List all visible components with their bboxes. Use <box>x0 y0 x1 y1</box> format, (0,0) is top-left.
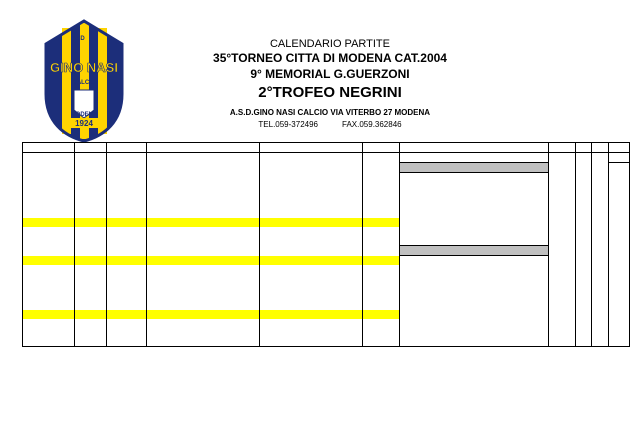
match-team2 <box>259 246 362 256</box>
match-result <box>362 265 399 274</box>
match-time <box>75 328 106 337</box>
match-time <box>75 200 106 209</box>
empty-cell <box>106 163 147 173</box>
standing-stat <box>591 200 608 209</box>
standing-stat <box>576 274 592 283</box>
match-result <box>362 246 399 256</box>
table-row <box>23 283 630 292</box>
empty-cell <box>362 256 399 266</box>
match-time <box>75 337 106 347</box>
standing-stat <box>591 292 608 301</box>
standing-stat <box>608 191 630 200</box>
standing-stat <box>549 218 576 227</box>
match-date <box>23 265 75 274</box>
empty-cell <box>75 153 106 163</box>
table-row <box>23 182 630 191</box>
standing-stat <box>608 200 630 209</box>
empty-cell <box>147 292 260 301</box>
club-logo <box>42 18 126 144</box>
match-group <box>106 328 147 337</box>
match-time <box>75 209 106 218</box>
standing-stat <box>591 209 608 218</box>
match-team2 <box>259 274 362 283</box>
empty-cell <box>259 310 362 319</box>
standing-stat <box>576 227 592 236</box>
match-team1 <box>147 182 260 191</box>
match-group <box>106 265 147 274</box>
table-row <box>23 218 630 227</box>
match-time <box>75 236 106 246</box>
standing-team <box>399 265 548 274</box>
standing-stat <box>549 227 576 236</box>
standing-stat <box>549 173 576 183</box>
standing-team <box>399 236 548 246</box>
match-team1 <box>147 191 260 200</box>
match-team1 <box>147 337 260 347</box>
col-header-gf <box>576 143 592 153</box>
table-row <box>23 301 630 310</box>
empty-cell <box>23 218 75 227</box>
standing-stat <box>608 328 630 337</box>
standing-team <box>399 227 548 236</box>
empty-cell <box>75 292 106 301</box>
col-header-gironi <box>106 143 147 153</box>
logo-calcio: CALCIO <box>72 80 96 86</box>
table-row <box>23 143 630 153</box>
standing-stat <box>591 328 608 337</box>
standing-stat <box>591 218 608 227</box>
match-date <box>23 236 75 246</box>
match-date <box>23 301 75 310</box>
match-date <box>23 283 75 292</box>
standing-team <box>399 337 548 347</box>
empty-cell <box>259 218 362 227</box>
empty-cell <box>147 153 260 163</box>
standing-stat <box>576 182 592 191</box>
standing-stat <box>549 265 576 274</box>
match-team2 <box>259 227 362 236</box>
standing-stat <box>608 256 630 266</box>
standing-stat <box>549 274 576 283</box>
match-team2 <box>259 337 362 347</box>
standing-stat <box>591 173 608 183</box>
col-header-gironi2 <box>399 143 548 153</box>
standing-stat <box>608 246 630 256</box>
empty-cell <box>591 153 608 163</box>
match-team2 <box>259 173 362 183</box>
match-team1 <box>147 265 260 274</box>
standing-stat <box>608 319 630 328</box>
empty-cell <box>549 153 576 163</box>
empty-cell <box>23 153 75 163</box>
empty-cell <box>23 256 75 266</box>
standing-stat <box>591 337 608 347</box>
standing-stat <box>576 191 592 200</box>
logo-asd: ASD <box>72 36 85 42</box>
match-team1 <box>147 283 260 292</box>
table-row <box>23 200 630 209</box>
standing-stat <box>608 218 630 227</box>
empty-cell <box>362 310 399 319</box>
calendar-title: CALENDARIO PARTITE <box>269 38 390 50</box>
table-row <box>23 163 630 173</box>
match-group <box>106 246 147 256</box>
standing-team <box>399 256 548 266</box>
match-group <box>106 274 147 283</box>
standing-stat <box>608 310 630 319</box>
match-team1 <box>147 209 260 218</box>
col-header-sq1 <box>147 143 260 153</box>
match-result <box>362 337 399 347</box>
table-row <box>23 173 630 183</box>
empty-cell <box>147 163 260 173</box>
standing-stat <box>576 292 592 301</box>
standing-stat <box>608 283 630 292</box>
empty-cell <box>362 218 399 227</box>
match-team1 <box>147 274 260 283</box>
standing-stat <box>591 236 608 246</box>
memorial-title: 9° MEMORIAL G.GUERZONI <box>250 67 410 81</box>
match-team1 <box>147 328 260 337</box>
trophy-title: 2°TROFEO NEGRINI <box>258 84 402 101</box>
match-result <box>362 209 399 218</box>
standing-team <box>399 274 548 283</box>
standing-stat <box>591 163 608 173</box>
match-date <box>23 319 75 328</box>
match-team2 <box>259 328 362 337</box>
standing-team <box>399 209 548 218</box>
match-team2 <box>259 236 362 246</box>
match-group <box>106 191 147 200</box>
standing-team <box>399 319 548 328</box>
standing-stat <box>576 236 592 246</box>
standing-team <box>399 191 548 200</box>
table-row <box>23 328 630 337</box>
col-header-reti <box>608 153 630 163</box>
match-group <box>106 200 147 209</box>
match-date <box>23 328 75 337</box>
standing-team <box>399 182 548 191</box>
standing-stat <box>549 301 576 310</box>
match-date <box>23 191 75 200</box>
col-header-data <box>23 143 75 153</box>
standing-stat <box>549 182 576 191</box>
match-team2 <box>259 301 362 310</box>
tournament-title: 35°TORNEO CITTA DI MODENA CAT.2004 <box>213 51 447 65</box>
club-contacts <box>150 120 510 129</box>
empty-cell <box>259 163 362 173</box>
club-tel: TEL.059-372496 <box>258 120 318 129</box>
empty-cell <box>399 153 548 163</box>
standing-team <box>399 218 548 227</box>
empty-cell <box>147 256 260 266</box>
empty-cell <box>75 163 106 173</box>
col-header-gs <box>591 143 608 153</box>
match-time <box>75 301 106 310</box>
match-team2 <box>259 283 362 292</box>
standing-team <box>399 310 548 319</box>
standing-stat <box>576 200 592 209</box>
standing-stat <box>591 191 608 200</box>
empty-cell <box>23 310 75 319</box>
standing-team <box>399 173 548 183</box>
table-row <box>23 274 630 283</box>
col-header-ora <box>75 143 106 153</box>
match-group <box>106 209 147 218</box>
standing-stat <box>608 274 630 283</box>
standing-stat <box>591 283 608 292</box>
match-result <box>362 182 399 191</box>
match-group <box>106 301 147 310</box>
match-team1 <box>147 173 260 183</box>
standing-team <box>399 200 548 209</box>
standing-stat <box>608 236 630 246</box>
empty-cell <box>106 218 147 227</box>
standing-team <box>399 328 548 337</box>
standing-stat <box>608 337 630 347</box>
empty-cell <box>75 310 106 319</box>
girone-a-label <box>399 163 548 173</box>
match-group <box>106 319 147 328</box>
empty-cell <box>259 292 362 301</box>
standing-stat <box>549 337 576 347</box>
col-header-punti <box>549 143 576 153</box>
match-result <box>362 236 399 246</box>
table-row <box>23 310 630 319</box>
match-team2 <box>259 319 362 328</box>
match-result <box>362 200 399 209</box>
logo-city: MODENA <box>70 112 98 118</box>
table-row <box>23 191 630 200</box>
standing-stat <box>608 292 630 301</box>
standing-team <box>399 301 548 310</box>
club-fax: FAX.059.362846 <box>342 120 402 129</box>
logo-name: GINO NASI <box>50 60 118 75</box>
standing-stat <box>549 209 576 218</box>
match-date <box>23 274 75 283</box>
standing-stat <box>608 209 630 218</box>
match-group <box>106 283 147 292</box>
empty-cell <box>106 310 147 319</box>
match-group <box>106 337 147 347</box>
empty-cell <box>75 256 106 266</box>
match-group <box>106 227 147 236</box>
match-team1 <box>147 236 260 246</box>
standing-stat <box>549 256 576 266</box>
match-team1 <box>147 319 260 328</box>
standing-stat <box>576 209 592 218</box>
match-group <box>106 182 147 191</box>
standing-stat <box>608 227 630 236</box>
match-team2 <box>259 191 362 200</box>
standing-stat <box>591 246 608 256</box>
match-time <box>75 173 106 183</box>
standing-stat <box>549 191 576 200</box>
table-row <box>23 337 630 347</box>
standing-stat <box>591 182 608 191</box>
standing-stat <box>576 163 592 173</box>
empty-cell <box>106 153 147 163</box>
match-result <box>362 328 399 337</box>
table-row <box>23 292 630 301</box>
match-result <box>362 283 399 292</box>
table-row <box>23 319 630 328</box>
girone-b-label <box>399 246 548 256</box>
empty-cell <box>75 218 106 227</box>
empty-cell <box>23 163 75 173</box>
match-team2 <box>259 209 362 218</box>
match-date <box>23 173 75 183</box>
empty-cell <box>259 153 362 163</box>
match-result <box>362 319 399 328</box>
empty-cell <box>106 292 147 301</box>
col-header-diff <box>608 143 630 153</box>
empty-cell <box>362 292 399 301</box>
match-time <box>75 283 106 292</box>
match-team1 <box>147 301 260 310</box>
table-row <box>23 256 630 266</box>
empty-cell <box>147 218 260 227</box>
standing-stat <box>591 274 608 283</box>
match-result <box>362 191 399 200</box>
table-row <box>23 236 630 246</box>
match-result <box>362 227 399 236</box>
standing-stat <box>608 163 630 173</box>
empty-cell <box>23 292 75 301</box>
match-date <box>23 227 75 236</box>
standing-team <box>399 292 548 301</box>
standing-stat <box>576 256 592 266</box>
table-row <box>23 227 630 236</box>
standing-stat <box>591 265 608 274</box>
match-team1 <box>147 227 260 236</box>
col-header-sq2 <box>259 143 362 153</box>
match-time <box>75 246 106 256</box>
match-time <box>75 191 106 200</box>
standing-stat <box>591 301 608 310</box>
empty-cell <box>362 163 399 173</box>
match-date <box>23 182 75 191</box>
standing-stat <box>576 246 592 256</box>
schedule-table <box>22 142 630 347</box>
match-result <box>362 274 399 283</box>
match-team1 <box>147 246 260 256</box>
standing-stat <box>591 256 608 266</box>
col-header-risultato <box>362 143 399 153</box>
table-row <box>23 209 630 218</box>
match-group <box>106 236 147 246</box>
match-date <box>23 337 75 347</box>
match-time <box>75 274 106 283</box>
standing-stat <box>576 301 592 310</box>
standing-stat <box>576 337 592 347</box>
standing-stat <box>608 265 630 274</box>
table-row <box>23 153 630 163</box>
empty-cell <box>259 256 362 266</box>
standing-stat <box>576 283 592 292</box>
standing-stat <box>549 328 576 337</box>
standing-stat <box>549 163 576 173</box>
match-date <box>23 209 75 218</box>
standing-stat <box>608 182 630 191</box>
standing-stat <box>549 319 576 328</box>
standing-stat <box>549 283 576 292</box>
match-time <box>75 265 106 274</box>
empty-cell <box>362 153 399 163</box>
match-date <box>23 200 75 209</box>
match-team1 <box>147 200 260 209</box>
standing-stat <box>576 173 592 183</box>
match-result <box>362 173 399 183</box>
standing-stat <box>549 292 576 301</box>
match-time <box>75 319 106 328</box>
standing-stat <box>608 173 630 183</box>
standing-stat <box>576 328 592 337</box>
empty-cell <box>576 153 592 163</box>
standing-stat <box>591 227 608 236</box>
empty-cell <box>147 310 260 319</box>
logo-year: 1924 <box>75 119 93 128</box>
table-row <box>23 265 630 274</box>
match-team2 <box>259 200 362 209</box>
standing-stat <box>549 236 576 246</box>
standing-stat <box>591 310 608 319</box>
match-team2 <box>259 182 362 191</box>
standing-stat <box>576 218 592 227</box>
match-time <box>75 227 106 236</box>
match-group <box>106 173 147 183</box>
match-result <box>362 301 399 310</box>
empty-cell <box>106 256 147 266</box>
standing-stat <box>576 319 592 328</box>
standing-stat <box>591 319 608 328</box>
standing-stat <box>549 310 576 319</box>
standing-stat <box>549 200 576 209</box>
standing-stat <box>549 246 576 256</box>
standing-stat <box>576 310 592 319</box>
match-date <box>23 246 75 256</box>
standing-stat <box>608 301 630 310</box>
table-row <box>23 246 630 256</box>
match-team2 <box>259 265 362 274</box>
standing-team <box>399 283 548 292</box>
match-time <box>75 182 106 191</box>
club-address: A.S.D.GINO NASI CALCIO VIA VITERBO 27 MODENA <box>229 108 431 117</box>
standing-stat <box>576 265 592 274</box>
